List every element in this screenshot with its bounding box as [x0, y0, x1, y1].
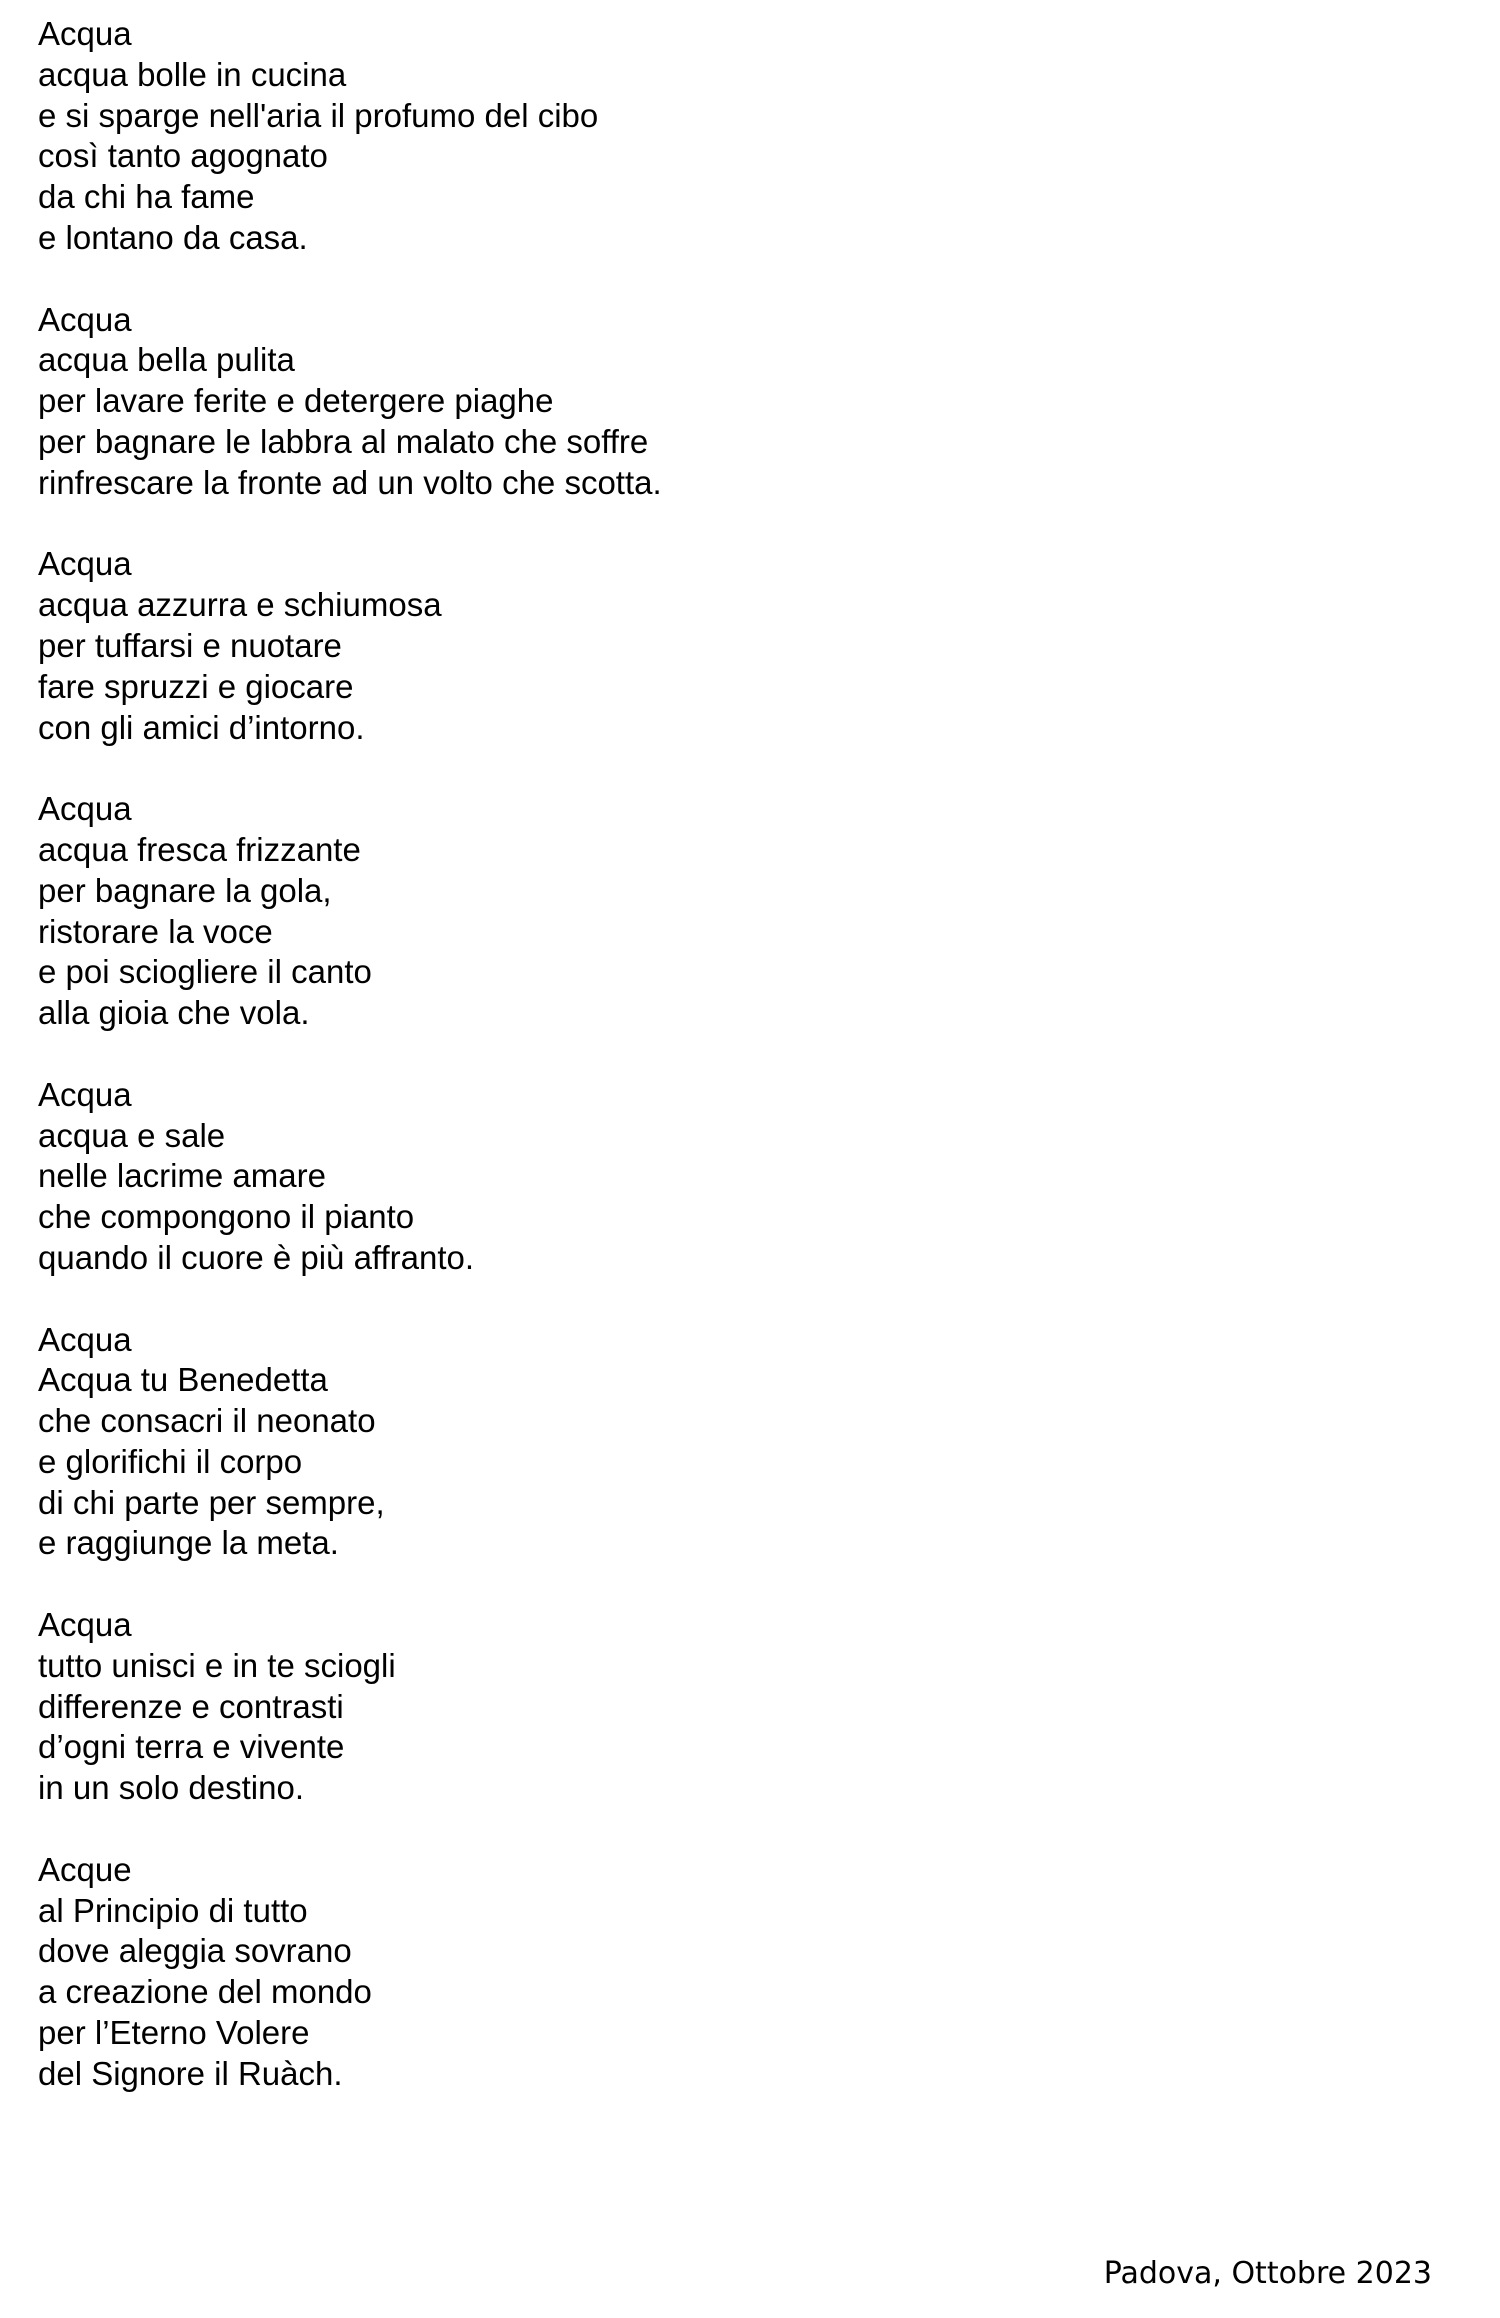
poem-line: Acqua [38, 300, 132, 338]
poem-line: a creazione del mondo [38, 1973, 372, 2011]
poem-line: d’ogni terra e vivente [38, 1728, 345, 1766]
stanza [38, 1605, 1438, 1809]
poem-line: per bagnare le labbra al malato che soffre [38, 422, 649, 460]
poem-line: acqua azzurra e schiumosa [38, 586, 442, 624]
poem-line: e si sparge nell'aria il profumo del cibo [38, 96, 599, 134]
poem-line: acqua fresca frizzante [38, 830, 361, 868]
stanza [38, 1320, 1438, 1565]
poem-line: acqua bella pulita [38, 341, 295, 379]
poem-line: al Principio di tutto [38, 1891, 308, 1929]
poem-line: per bagnare la gola, [38, 871, 332, 909]
stanza [38, 300, 1438, 504]
stanza [38, 544, 1438, 748]
poem-line: rinfrescare la fronte ad un volto che scotta. [38, 463, 662, 501]
stanza [38, 789, 1438, 1034]
poem-line: ristorare la voce [38, 912, 273, 950]
poem-line: per l’Eterno Volere [38, 2014, 310, 2052]
poem [38, 14, 1438, 2095]
poem-line: Acqua [38, 1075, 132, 1113]
poem-line: del Signore il Ruàch. [38, 2054, 343, 2092]
poem-line: Acqua tu Benedetta [38, 1361, 328, 1399]
poem-line: Acqua [38, 1606, 132, 1644]
poem-line: quando il cuore è più affranto. [38, 1238, 475, 1276]
signature: Padova, Ottobre 2023 [1103, 2256, 1432, 2291]
poem-line: Acqua [38, 15, 132, 52]
stanza [38, 1850, 1438, 2095]
poem-line: acqua e sale [38, 1116, 226, 1154]
poem-line: e poi sciogliere il canto [38, 953, 372, 991]
poem-line: in un solo destino. [38, 1769, 305, 1807]
poem-line: da chi ha fame [38, 178, 255, 216]
poem-line: tutto unisci e in te sciogli [38, 1646, 396, 1684]
poem-line: Acqua [38, 1320, 132, 1358]
poem-line: per tuffarsi e nuotare [38, 626, 342, 664]
poem-line: Acqua [38, 790, 132, 828]
poem-line: così tanto agognato [38, 137, 328, 175]
poem-line: e raggiunge la meta. [38, 1524, 339, 1562]
stanza [38, 14, 1438, 259]
poem-line: e lontano da casa. [38, 218, 308, 256]
poem-line: e glorifichi il corpo [38, 1442, 303, 1480]
poem-line: per lavare ferite e detergere piaghe [38, 382, 554, 420]
poem-line: acqua bolle in cucina [38, 55, 347, 93]
poem-line: differenze e contrasti [38, 1687, 344, 1725]
poem-line: Acqua [38, 545, 132, 583]
stanza [38, 1075, 1438, 1279]
poem-line: fare spruzzi e giocare [38, 667, 354, 705]
poem-line: che consacri il neonato [38, 1402, 376, 1440]
poem-line: nelle lacrime amare [38, 1157, 326, 1195]
poem-line: che compongono il pianto [38, 1198, 415, 1236]
poem-line: con gli amici d’intorno. [38, 708, 365, 746]
poem-line: Acque [38, 1850, 132, 1888]
poem-line: dove aleggia sovrano [38, 1932, 352, 1970]
poem-line: alla gioia che vola. [38, 994, 310, 1032]
poem-line: di chi parte per sempre, [38, 1483, 385, 1521]
